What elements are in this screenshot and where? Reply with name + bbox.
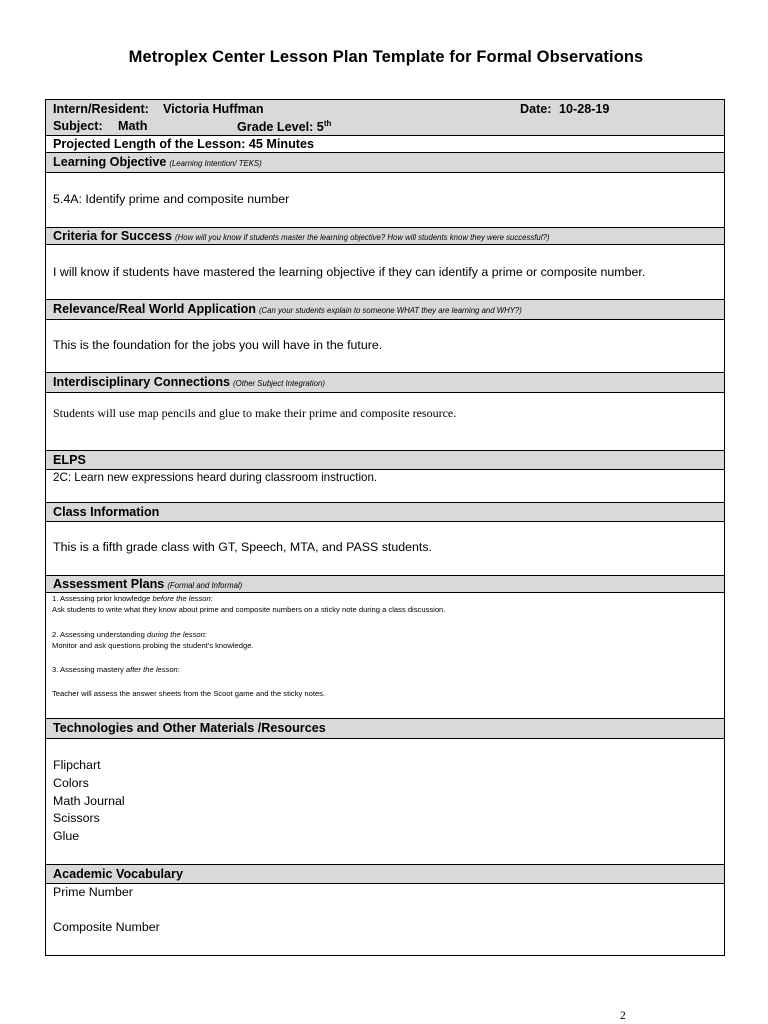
- relevance-title: Relevance/Real World Application: [53, 302, 256, 316]
- list-item: Flipchart: [53, 758, 101, 772]
- relevance-hint: (Can your students explain to someone WHAT they are learning and WHY?): [258, 306, 522, 315]
- list-item: Glue: [53, 829, 80, 843]
- interdisciplinary-header: [46, 373, 724, 393]
- elps-title: ELPS: [53, 453, 86, 467]
- class-info-title: Class Information: [53, 505, 160, 519]
- assessment-header: [46, 576, 724, 593]
- lesson-length-row: [46, 136, 724, 153]
- class-info-text: This is a fifth grade class with GT, Speech, MTA, and PASS students.: [53, 540, 432, 554]
- lesson-length: Projected Length of the Lesson: 45 Minutes: [53, 137, 315, 151]
- vocabulary-title: Academic Vocabulary: [53, 867, 183, 881]
- relevance-body: [46, 320, 724, 373]
- list-item: Composite Number: [53, 920, 160, 934]
- elps-text: 2C: Learn new expressions heard during classroom instruction.: [53, 471, 378, 484]
- page-number: 2: [620, 1010, 626, 1022]
- assessment-body: [46, 593, 724, 719]
- class-info-body: [46, 522, 724, 576]
- assessment-line-1: 1. Assessing prior knowledge before the lesson:: [52, 594, 213, 603]
- materials-header: [46, 719, 724, 739]
- grade-value: 5: [316, 120, 324, 135]
- vocabulary-body: [46, 884, 724, 955]
- interdisciplinary-hint: (Other Subject Integration): [233, 379, 325, 388]
- relevance-text: This is the foundation for the jobs you will have in the future.: [53, 338, 383, 352]
- interdisciplinary-body: [46, 393, 724, 451]
- assessment-line-5: 3. Assessing mastery after the lesson:: [52, 665, 180, 674]
- criteria-hint: (How will you know if students master the learning objective? How will students know they were successful?): [175, 233, 550, 242]
- criteria-header: [46, 228, 724, 245]
- assessment-line-4: Monitor and ask questions probing the student's knowledge.: [52, 641, 254, 650]
- vocabulary-header: [46, 865, 724, 884]
- class-info-header: [46, 503, 724, 522]
- assessment-line-2: Ask students to write what they know about prime and composite numbers on a sticky note during a class discussion.: [52, 605, 446, 614]
- materials-body: [46, 739, 724, 865]
- list-item: Colors: [53, 776, 89, 790]
- learning-objective-text: 5.4A: Identify prime and composite number: [53, 192, 290, 206]
- interdisciplinary-text: Students will use map pencils and glue to make their prime and composite resource.: [53, 406, 457, 420]
- list-item: Scissors: [53, 811, 100, 825]
- lesson-plan-table: [45, 99, 725, 956]
- subject-value: Math: [118, 119, 148, 133]
- materials-title: Technologies and Other Materials /Resources: [53, 721, 326, 735]
- learning-objective-header: [46, 153, 724, 173]
- criteria-title: Criteria for Success: [53, 229, 172, 243]
- grade-label: Grade Level:: [237, 120, 314, 135]
- list-item: Prime Number: [53, 885, 133, 899]
- assessment-title: Assessment Plans: [53, 577, 165, 591]
- learning-objective-title: Learning Objective: [53, 155, 167, 169]
- criteria-body: [46, 245, 724, 300]
- document-title: Metroplex Center Lesson Plan Template for Formal Observations: [128, 48, 644, 66]
- learning-objective-hint: (Learning Intention/ TEKS): [169, 159, 262, 168]
- elps-header: [46, 451, 724, 470]
- grade-suffix: th: [323, 119, 332, 128]
- interdisciplinary-title: Interdisciplinary Connections: [53, 375, 231, 389]
- assessment-line-3: 2. Assessing understanding during the lesson:: [52, 630, 207, 639]
- assessment-hint: (Formal and Informal): [167, 581, 243, 590]
- date-label: Date:: [520, 102, 552, 116]
- intern-label: Intern/Resident:: [53, 102, 149, 116]
- elps-body: [46, 470, 724, 503]
- list-item: Math Journal: [53, 794, 125, 808]
- relevance-header: [46, 300, 724, 320]
- subject-label: Subject:: [53, 119, 103, 133]
- assessment-line-6: Teacher will assess the answer sheets from the Scoot game and the sticky notes.: [52, 689, 326, 698]
- learning-objective-body: [46, 173, 724, 228]
- criteria-text: I will know if students have mastered the learning objective if they can identify a prime or composite number.: [53, 265, 646, 279]
- intern-name: Victoria Huffman: [163, 102, 264, 116]
- header-info-row: [46, 100, 724, 136]
- date-value: 10-28-19: [559, 102, 610, 116]
- grade-level: [237, 119, 331, 134]
